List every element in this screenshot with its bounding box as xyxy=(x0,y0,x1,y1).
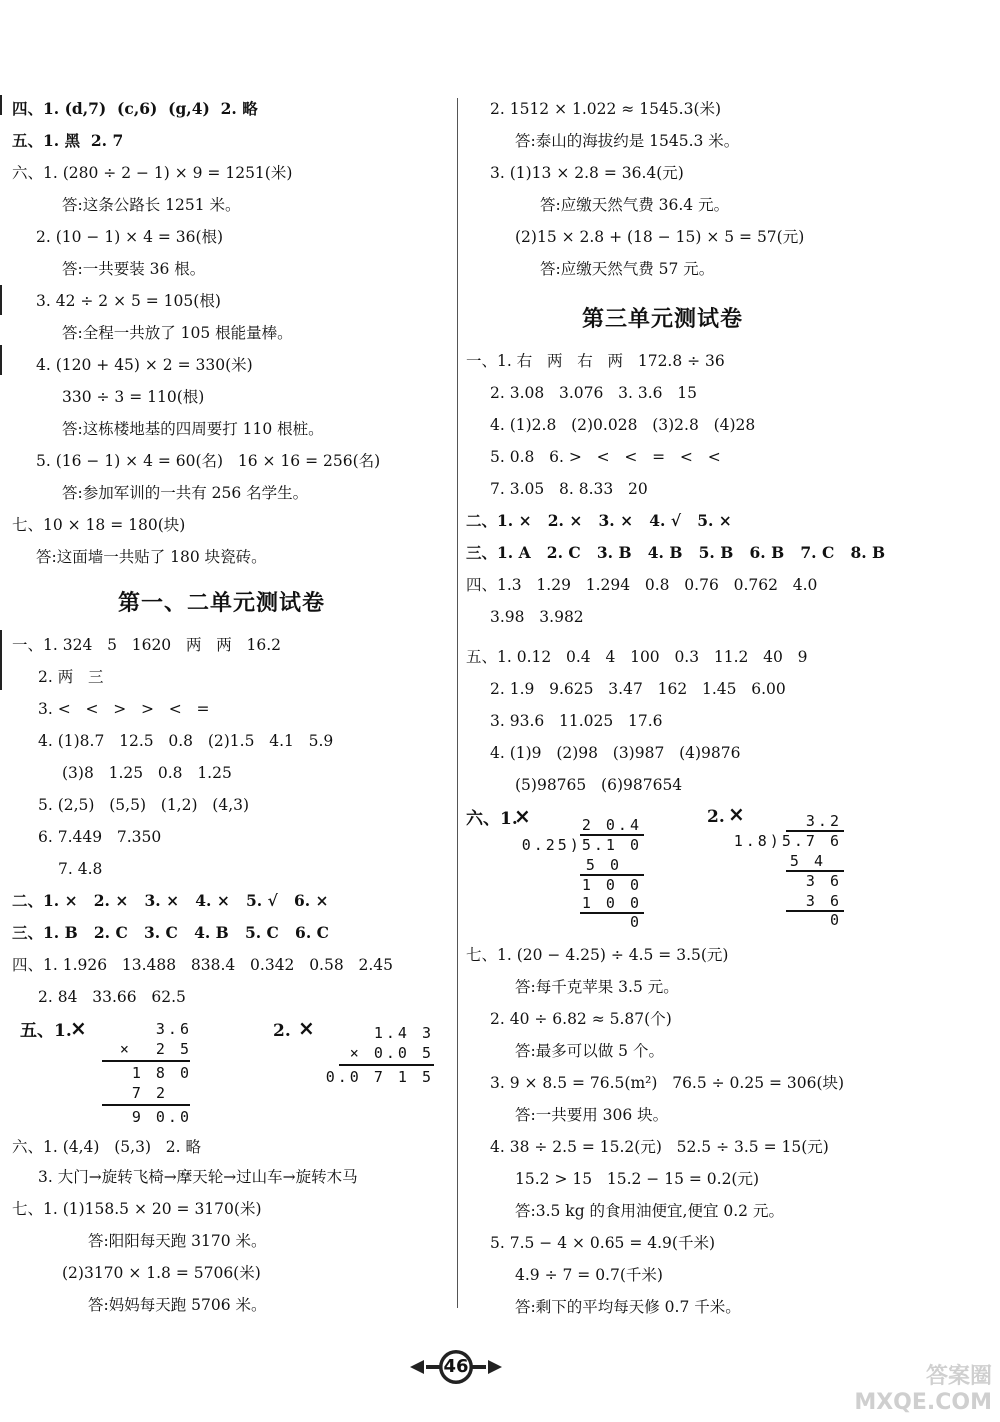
answer-line: 答:参加军训的一共有 256 名学生。 xyxy=(62,484,309,502)
answer-line: 2. xyxy=(707,807,725,827)
page-number: 46 xyxy=(443,1356,469,1377)
answer-line: 四、1.3 1.29 1.294 0.8 0.76 0.762 4.0 xyxy=(466,576,818,594)
answer-line: 4. (1)2.8 (2)0.028 (3)2.8 (4)28 xyxy=(490,416,756,434)
answer-line: 答:每千克苹果 3.5 元。 xyxy=(515,978,679,996)
answer-line: 答:最多可以做 5 个。 xyxy=(515,1042,664,1060)
answer-line: 6. 7.449 7.350 xyxy=(38,828,162,846)
answer-line: 五、1. xyxy=(20,1021,72,1041)
wrong-mark: × xyxy=(514,804,531,828)
answer-line: 六、1. (4,4) (5,3) 2. 略 xyxy=(12,1138,201,1156)
calc-rule xyxy=(102,1104,190,1106)
answer-line: 3. (1)13 × 2.8 = 36.4(元) xyxy=(490,164,684,182)
answer-line: 答:一共要用 306 块。 xyxy=(515,1106,669,1124)
wrong-mark: × xyxy=(728,802,745,826)
answer-line: 2. 两 三 xyxy=(38,668,104,686)
calc-row: 5 0 xyxy=(585,856,622,874)
calc-rule xyxy=(339,1064,434,1066)
answer-line: 答:妈妈每天跑 5706 米。 xyxy=(88,1296,267,1314)
answer-line: (2)3170 × 1.8 = 5706(米) xyxy=(62,1264,261,1282)
answer-line: 5. 7.5 − 4 × 0.65 = 4.9(千米) xyxy=(490,1234,716,1252)
answer-line: 答:剩下的平均每天修 0.7 千米。 xyxy=(515,1298,741,1316)
section-title: 第三单元测试卷 xyxy=(582,307,744,332)
answer-line: 3. < < > > < = xyxy=(38,700,210,718)
answer-line: 3. 93.6 11.025 17.6 xyxy=(490,712,663,730)
answer-line: 3.98 3.982 xyxy=(490,608,584,626)
answer-line: 2. 40 ÷ 6.82 ≈ 5.87(个) xyxy=(490,1010,672,1028)
answer-line: 2. 1512 × 1.022 ≈ 1545.3(米) xyxy=(490,100,722,118)
answer-line: 3. 大门→旋转飞椅→摩天轮→过山车→旋转木马 xyxy=(38,1168,358,1186)
vertical-multiplication xyxy=(98,1020,198,1130)
calc-row: 5 4 xyxy=(789,852,826,870)
calc-rule xyxy=(102,1060,190,1062)
page-number-badge xyxy=(410,1348,502,1386)
answer-line: 2. 3.08 3.076 3. 3.6 15 xyxy=(490,384,698,402)
answer-line: 答:3.5 kg 的食用油便宜,便宜 0.2 元。 xyxy=(515,1202,784,1220)
margin-mark xyxy=(0,95,2,115)
answer-line: 4. (1)9 (2)98 (3)987 (4)9876 xyxy=(490,744,741,762)
calc-row: 2 0.4 xyxy=(581,816,642,834)
answer-line: 答:一共要装 36 根。 xyxy=(62,260,206,278)
calc-row: 0 xyxy=(629,913,642,931)
answer-line: (5)98765 (6)987654 xyxy=(515,776,683,794)
answer-line: 答:这栋楼地基的四周要打 110 根桩。 xyxy=(62,420,324,438)
answer-line: 一、1. 324 5 1620 两 两 16.2 xyxy=(12,636,282,654)
wrong-mark: × xyxy=(298,1016,315,1040)
answer-line: (2)15 × 2.8 + (18 − 15) × 5 = 57(元) xyxy=(515,228,805,246)
answer-line: 答:这面墙一共贴了 180 块瓷砖。 xyxy=(36,548,267,566)
answer-line: 3. 9 × 8.5 = 76.5(m²) 76.5 ÷ 0.25 = 306(块) xyxy=(490,1074,845,1092)
answer-line: 5. 0.8 6. > < < = < < xyxy=(490,448,721,466)
answer-line: 答:应缴天然气费 57 元。 xyxy=(540,260,715,278)
answer-line: 六、1. (280 ÷ 2 − 1) × 9 = 1251(米) xyxy=(12,164,293,182)
answer-line: 2. 1.9 9.625 3.47 162 1.45 6.00 xyxy=(490,680,786,698)
wrong-mark: × xyxy=(70,1016,87,1040)
calc-row: × 2 5 xyxy=(119,1040,192,1058)
answer-line: 四、1. 1.926 13.488 838.4 0.342 0.58 2.45 xyxy=(12,956,393,974)
calc-row: 1.4 3 xyxy=(373,1024,434,1042)
long-division xyxy=(521,816,650,932)
answer-line: 4. 38 ÷ 2.5 = 15.2(元) 52.5 ÷ 3.5 = 15(元) xyxy=(490,1138,829,1156)
long-division xyxy=(733,812,848,929)
answer-line: 答:应缴天然气费 36.4 元。 xyxy=(540,196,730,214)
answer-line: 答:全程一共放了 105 根能量棒。 xyxy=(62,324,293,342)
calc-row: 1 0 0 xyxy=(581,894,642,912)
calc-row: 3 6 xyxy=(805,892,842,910)
answer-line: 三、1. B 2. C 3. C 4. B 5. C 6. C xyxy=(12,923,329,942)
vertical-multiplication xyxy=(325,1024,440,1094)
answer-line: 五、1. 0.12 0.4 4 100 0.3 11.2 40 9 xyxy=(466,648,808,666)
answer-line: 二、1. × 2. × 3. × 4. × 5. √ 6. × xyxy=(12,891,329,910)
calc-row: 1 8 0 xyxy=(131,1064,192,1082)
margin-mark xyxy=(0,630,2,690)
answer-line: 五、1. 黑 2. 7 xyxy=(12,131,124,150)
answer-line: 一、1. 右 两 右 两 172.8 ÷ 36 xyxy=(466,352,725,370)
answer-line: 七、10 × 18 = 180(块) xyxy=(12,516,186,534)
calc-row: 3.2 xyxy=(805,812,842,830)
answer-line: 六、1. xyxy=(466,809,518,829)
calc-row: 1.8)5.7 6 xyxy=(733,832,842,850)
calc-row: 3 6 xyxy=(805,872,842,890)
answer-line: 4. (1)8.7 12.5 0.8 (2)1.5 4.1 5.9 xyxy=(38,732,334,750)
answer-line: 7. 4.8 xyxy=(58,860,103,878)
answer-line: 7. 3.05 8. 8.33 20 xyxy=(490,480,648,498)
answer-line: 答:阳阳每天跑 3170 米。 xyxy=(88,1232,267,1250)
answer-line: 2. 84 33.66 62.5 xyxy=(38,988,186,1006)
margin-mark xyxy=(0,285,2,315)
calc-row: 7 2 xyxy=(131,1084,168,1102)
answer-line: 答:泰山的海拔约是 1545.3 米。 xyxy=(515,132,740,150)
answer-line: 三、1. A 2. C 3. B 4. B 5. B 6. B 7. C 8. B xyxy=(466,543,886,562)
answer-line: 4.9 ÷ 7 = 0.7(千米) xyxy=(515,1266,663,1284)
answer-line: 4. (120 + 45) × 2 = 330(米) xyxy=(36,356,253,374)
calc-row: 0.0 7 1 5 xyxy=(325,1068,434,1086)
answer-line: (3)8 1.25 0.8 1.25 xyxy=(62,764,232,782)
answer-line: 330 ÷ 3 = 110(根) xyxy=(62,388,205,406)
section-title: 第一、二单元测试卷 xyxy=(118,591,326,616)
calc-row: 0 xyxy=(829,911,842,929)
answer-line: 七、1. (20 − 4.25) ÷ 4.5 = 3.5(元) xyxy=(466,946,729,964)
answer-line: 2. (10 − 1) × 4 = 36(根) xyxy=(36,228,224,246)
calc-row: 0.25)5.1 0 xyxy=(521,836,642,854)
watermark xyxy=(842,1364,992,1416)
calc-row: 9 0.0 xyxy=(131,1108,192,1126)
watermark-text: 答案圈 MXQE.COM xyxy=(854,1364,992,1415)
margin-mark xyxy=(0,345,2,375)
answer-line: 答:这条公路长 1251 米。 xyxy=(62,196,241,214)
answer-line: 15.2 > 15 15.2 − 15 = 0.2(元) xyxy=(515,1170,760,1188)
answer-line: 3. 42 ÷ 2 × 5 = 105(根) xyxy=(36,292,221,310)
calc-row: 1 0 0 xyxy=(581,876,642,894)
answer-line: 七、1. (1)158.5 × 20 = 3170(米) xyxy=(12,1200,262,1218)
column-divider xyxy=(457,98,458,1308)
answer-line: 四、1. (d,7) (c,6) (g,4) 2. 略 xyxy=(12,99,258,118)
calc-row: 3.6 xyxy=(155,1020,192,1038)
answer-line: 二、1. × 2. × 3. × 4. √ 5. × xyxy=(466,511,732,530)
answer-line: 5. (2,5) (5,5) (1,2) (4,3) xyxy=(38,796,250,814)
answer-line: 2. xyxy=(273,1021,291,1041)
calc-row: × 0.0 5 xyxy=(349,1044,434,1062)
answer-line: 5. (16 − 1) × 4 = 60(名) 16 × 16 = 256(名) xyxy=(36,452,381,470)
